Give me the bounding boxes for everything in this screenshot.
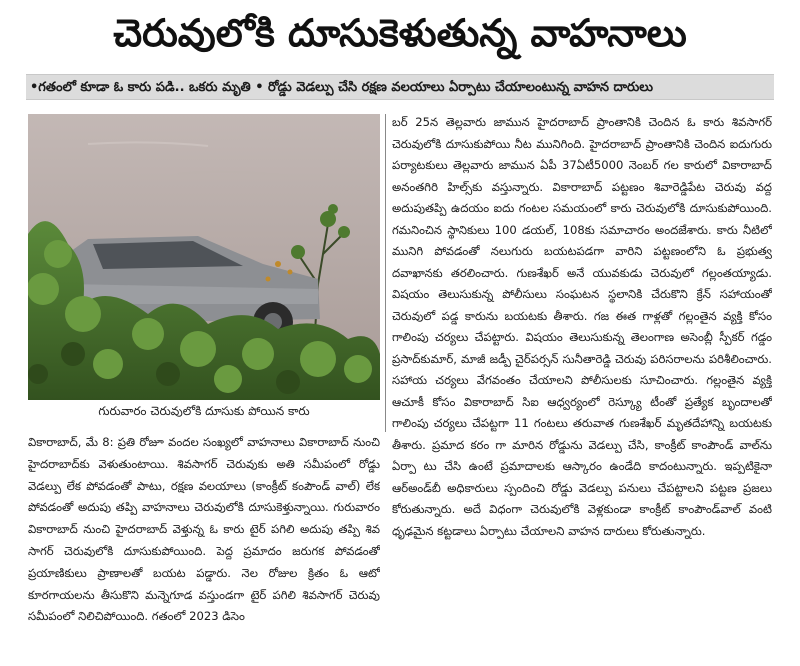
- article-body-right-column: [392, 112, 772, 652]
- body-paragraph: వికారాబాద్, మే 8: ప్రతి రోజూ వందల సంఖ్యలో వాహనాలు వికారాబాద్ నుంచి హైదరాబాద్‌కు వెళుతుంటాయి. శివసాగర్ చెరువుకు అతి సమీపంలో రోడ్డు వెడల్పు లేక పోవడంతో పాటు, రక్షణ వలయాలు (కాంక్రీట్ కంపౌండ్ వాల్) లేక పోవడంతో అదుపు తప్పి వాహనాలు చెరువులోకి దూసుకెళ్తున్నాయి. గురువారం వికారాబాద్ నుంచి హైదరాబాద్ వెళ్తున్న ఓ కారు టైర్ పగిలి అదుపు తప్పి శివ సాగర్ చెరువులోకి దూసుకుపోయింది. పెద్ద ప్రమాదం జరుగక పోవడంతో ప్రయాణికులు ప్రాణాలతో బయట పడ్డారు. నెల రోజుల క్రితం ఓ ఆటో కూరగాయలను తీసుకొని మన్నెగూడ వస్తుండగా టైర్ పగిలి శివసాగర్ చెరువు సమీపంలో నిలిచిపోయింది. గతంలో 2023 డిసెం: [28, 435, 380, 624]
- photo-caption: గురువారం చెరువులోకి దూసుకు పోయిన కారు: [98, 404, 310, 418]
- body-paragraph: బర్ 25న తెల్లవారు జామున హైదరాబాద్ ప్రాంతానికి చెందిన ఓ కారు శివసాగర్ చెరువులోకి దూసుకుపోయి నీట మునిగింది. హైదరాబాద్ ప్రాంతానికి చెందిన ఐదుగురు పర్యాటకులు తెల్లవారు జామున ఏపీ 37ఏటీ5000 నెంబర్ గల కారులో వికారాబాద్ అనంతగిరి హిల్స్‌కు వస్తున్నారు. వికారాబాద్ పట్టణం శివారెడ్డిపేట చెరువు వద్ద అదుపుతప్పి ఉదయం ఐదు గంటల సమయంలో కారు చెరువులోకి దూసుకుపోయింది. గమనించిన స్థానికులు 100 డయల్, 108కు సమాచారం అందజేశారు. కారు నీటిలో మునిగి పోవడంతో నలుగురు బయటపడగా వారిని పట్టణంలోని ఓ ప్రభుత్వ దవాఖానకు తరలించారు. గుణశేఖర్ అనే యువకుడు చెరువులో గల్లంతయ్యాడు. విషయం తెలుసుకున్న పోలీసులు సంఘటన స్థలానికి చేరుకొని క్రేన్ సహాయంతో చెరువులో పడ్డ కారును బయటకు తీశారు. గజ ఈత గాళ్లతో గల్లంతైన వ్యక్తి కోసం గాలింపు చర్యలు చేపట్టారు. విషయం తెలుసుకున్న తెలంగాణ అసెంబ్లీ స్పీకర్ గడ్డం ప్రసాద్‌కుమార్, మాజీ జడ్పీ చైర్‌పర్సన్ సునీతారెడ్డి చెరువు పరిసరాలను పరిశీలించారు. సహాయ చర్యలు వేగవంతం చేయాలని పోలీసులకు సూచించారు. గల్లంతైన వ్యక్తి ఆచూకీ కోసం వికారాబాద్ సిఐ ఆధ్వర్యంలో రెస్క్యూ టీంతో ప్రత్యేక బృందాలతో గాలింపు చర్యలు చేపట్టగా 11 గంటలు తరువాత గుణశేఖర్ మృతదేహాన్ని బయటకు తీశారు. ప్రమాద కరం గా మారిన రోడ్డును వెడల్పు చేసి, కాంక్రీట్ కాంపౌండ్ వాల్‌ను ఏర్పా టు చేసి ఉంటే ప్రమాదాలకు ఆస్కారం ఉండేది కాదంటున్నారు. ఇప్పటికైనా ఆర్‌అండ్‌బీ అధికారులు స్పందించి రోడ్డు వెడల్పు పనులు చేపట్టాలని పట్టణ ప్రజలు కోరుతున్నారు. అదే విధంగా చెరువులోకి వెళ్లకుండా కాంక్రీట్ కాంపౌండ్‌వాల్ వంటి ధృఢమైన కట్టడాలు ఏర్పాటు చేయాలని వాహన దారులు కోరుతున్నారు.: [392, 115, 772, 538]
- headline: చెరువులోకి దూసుకెళుతున్న వాహనాలు: [113, 11, 687, 55]
- article-body-left-column: [28, 432, 380, 652]
- subheadline-bar: •గతంలో కూడా ఓ కారు పడి.. ఒకరు మృతి • రోడ్డు వెడల్పు చేసి రక్షణ వలయాలు ఏర్పాటు చేయాలంటున్న వాహన దారులు: [26, 74, 774, 100]
- news-photo: [28, 114, 380, 400]
- car-in-lake-illustration: [28, 114, 380, 400]
- column-divider: [385, 114, 386, 432]
